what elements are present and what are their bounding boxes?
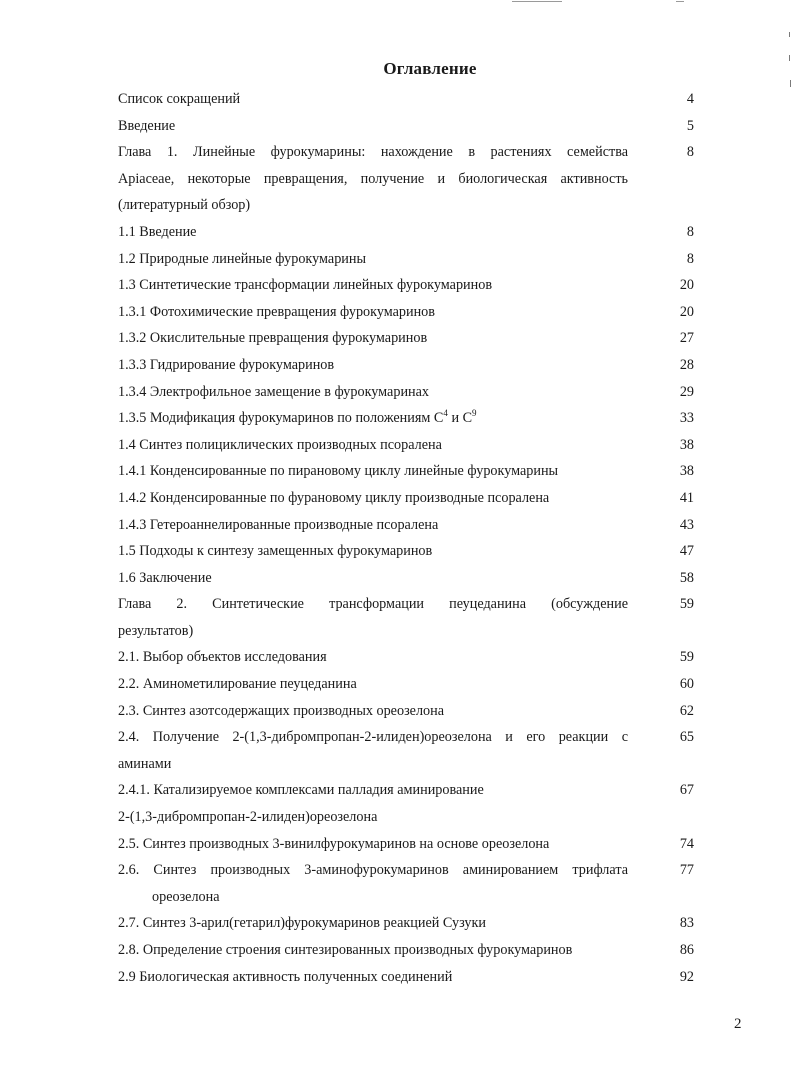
toc-entry-line: 1.4.3 Гетероаннелированные производные псоралена xyxy=(118,516,439,533)
toc-entry-line: 1.1 Введение xyxy=(118,223,197,240)
toc-entry-line: 1.3.4 Электрофильное замещение в фурокумаринах xyxy=(118,383,430,400)
toc-entry xyxy=(118,246,694,273)
page-number: 2 xyxy=(734,1016,742,1032)
toc-entry-line: 1.5 Подходы к синтезу замещенных фурокумаринов xyxy=(118,543,433,560)
toc-entry-title xyxy=(118,644,658,671)
toc-entry-line: 2-(1,3-дибромпропан-2-илиден)ореозелона xyxy=(118,809,378,826)
toc-entry-page: 28 xyxy=(679,356,694,373)
toc-entry-page: 20 xyxy=(679,303,694,320)
toc-entry-title xyxy=(118,565,658,592)
toc-entry-title xyxy=(118,405,658,432)
toc-entry-page: 20 xyxy=(679,277,694,294)
toc-entry-title xyxy=(118,671,658,698)
toc-entry xyxy=(118,671,694,698)
toc-entry-line: Apiaceae, некоторые превращения, получение и биологическая активность xyxy=(118,170,628,187)
toc-entry-page: 5 xyxy=(686,117,694,134)
toc-entry-line: 2.5. Синтез производных 3-винилфурокумаринов на основе ореозелона xyxy=(118,835,550,852)
toc-entry-page: 77 xyxy=(679,862,694,879)
toc-entry-page: 8 xyxy=(686,223,694,240)
toc-entry xyxy=(118,964,694,991)
toc-entry-title xyxy=(118,325,658,352)
toc-entry xyxy=(118,352,694,379)
toc-entry-title xyxy=(118,937,658,964)
toc-entry-title xyxy=(118,698,658,725)
toc-entry-page: 59 xyxy=(679,649,694,666)
toc-entry xyxy=(118,432,694,459)
toc-entry xyxy=(118,512,694,539)
toc-entry-line: 2.3. Синтез азотсодержащих производных ореозелона xyxy=(118,702,445,719)
toc-entry-line: 1.3.3 Гидрирование фурокумаринов xyxy=(118,356,335,373)
toc-entry-line: 2.4. Получение 2-(1,3-дибромпропан-2-илиден)ореозелона и его реакции с xyxy=(118,729,628,746)
toc-entry-line: 1.4.2 Конденсированные по фурановому циклу производные псоралена xyxy=(118,489,550,506)
toc-entry xyxy=(118,565,694,592)
toc-entry-line: 1.4.1 Конденсированные по пирановому циклу линейные фурокумарины xyxy=(118,463,559,480)
toc-entry-line: 1.2 Природные линейные фурокумарины xyxy=(118,250,367,267)
toc-entry-title xyxy=(118,113,658,140)
toc-entry-line: 1.3.2 Окислительные превращения фурокумаринов xyxy=(118,330,428,347)
toc-entry xyxy=(118,644,694,671)
toc-entry-page: 92 xyxy=(679,968,694,985)
toc-entry-title xyxy=(118,246,658,273)
toc-entry xyxy=(118,910,694,937)
superscript-position: 9 xyxy=(472,408,477,419)
toc-entry-page: 86 xyxy=(679,942,694,958)
toc-entry xyxy=(118,937,694,964)
toc-entry-line: 2.4.1. Катализируемое комплексами палладия аминирование xyxy=(118,782,484,799)
toc-entry-line: (литературный обзор) xyxy=(118,197,251,214)
toc-entry-page: 65 xyxy=(679,729,694,746)
toc-entry-page: 58 xyxy=(679,569,694,586)
scan-artifact-edge xyxy=(790,80,791,87)
toc-entry-line: 2.2. Аминометилирование пеуцеданина xyxy=(118,676,357,693)
toc-entry xyxy=(118,272,694,299)
toc-entry-line: Введение xyxy=(118,117,176,134)
toc-entry-page: 43 xyxy=(679,516,694,533)
toc-entry-page: 74 xyxy=(679,835,694,852)
toc-entry-line: аминами xyxy=(118,755,172,772)
toc-entry-page: 8 xyxy=(686,250,694,267)
toc-entry-line: Глава 2. Синтетические трансформации пеуцеданина (обсуждение xyxy=(118,596,628,613)
toc-entry-page: 8 xyxy=(686,144,694,161)
toc-entry xyxy=(118,724,694,777)
scan-artifact-edge xyxy=(789,32,790,37)
toc-entry-title xyxy=(118,964,658,991)
toc-entry-title xyxy=(118,512,658,539)
toc-entry-title xyxy=(118,432,658,459)
toc-entry-line: Список сокращений xyxy=(118,91,241,107)
toc-entry-title xyxy=(118,299,658,326)
toc-entry-line: результатов) xyxy=(118,622,194,639)
toc-entry-title xyxy=(118,857,658,910)
toc-entry xyxy=(118,139,694,219)
toc-entry-title xyxy=(118,538,658,565)
toc-entry-line: 2.7. Синтез 3-арил(гетарил)фурокумаринов реакцией Сузуки xyxy=(118,915,486,932)
scan-artifact-line xyxy=(676,1,684,2)
page-title: Оглавление xyxy=(383,59,477,78)
toc-entry xyxy=(118,458,694,485)
toc-entry-line: 2.6. Синтез производных 3-аминофурокумаринов аминированием трифлата xyxy=(118,862,628,879)
toc-entry-line: 1.6 Заключение xyxy=(118,569,212,586)
table-of-contents xyxy=(118,86,694,990)
toc-entry-page: 41 xyxy=(679,489,694,506)
toc-entry-page: 62 xyxy=(679,702,694,719)
toc-entry-line: 2.9 Биологическая активность полученных соединений xyxy=(118,968,453,985)
toc-entry-line: 1.3.1 Фотохимические превращения фурокумаринов xyxy=(118,303,435,320)
toc-entry-title xyxy=(118,831,658,858)
toc-entry-title xyxy=(118,139,658,219)
toc-entry-page: 29 xyxy=(679,383,694,400)
toc-entry-page: 67 xyxy=(679,782,694,799)
toc-entry xyxy=(118,299,694,326)
toc-entry xyxy=(118,698,694,725)
toc-entry-title xyxy=(118,379,658,406)
toc-entry-title xyxy=(118,910,658,937)
toc-entry-line: 1.4 Синтез полициклических производных псоралена xyxy=(118,436,442,453)
toc-entry xyxy=(118,777,694,830)
toc-entry xyxy=(118,831,694,858)
toc-entry-page: 4 xyxy=(686,91,694,107)
toc-entry xyxy=(118,538,694,565)
toc-entry-text: и C xyxy=(447,410,473,427)
toc-entry-title xyxy=(118,272,658,299)
toc-entry-line: 1.3 Синтетические трансформации линейных фурокумаринов xyxy=(118,277,493,294)
toc-entry-title xyxy=(118,724,658,777)
toc-entry-title xyxy=(118,458,658,485)
toc-entry-line: Глава 1. Линейные фурокумарины: нахождение в растениях семейства xyxy=(118,144,628,161)
toc-entry-line xyxy=(118,405,628,432)
toc-entry-page: 38 xyxy=(679,463,694,480)
toc-entry-line: 2.1. Выбор объектов исследования xyxy=(118,649,327,666)
toc-entry-title xyxy=(118,485,658,512)
toc-entry-title xyxy=(118,591,658,644)
toc-entry xyxy=(118,405,694,432)
toc-entry-text: 1.3.5 Модификация фурокумаринов по положениям C xyxy=(118,410,444,427)
toc-entry-title xyxy=(118,352,658,379)
toc-entry-page: 83 xyxy=(679,915,694,932)
toc-entry xyxy=(118,86,694,113)
toc-entry-line: 2.8. Определение строения синтезированных производных фурокумаринов xyxy=(118,942,573,958)
toc-entry-page: 60 xyxy=(679,676,694,693)
toc-entry-title xyxy=(118,777,658,830)
toc-entry xyxy=(118,591,694,644)
toc-entry-page: 27 xyxy=(679,330,694,347)
toc-entry xyxy=(118,857,694,910)
scan-artifact-line xyxy=(512,1,562,2)
toc-entry xyxy=(118,113,694,140)
toc-entry-line: ореозелона xyxy=(152,888,220,905)
superscript-position: 4 xyxy=(443,408,448,419)
toc-entry-page: 47 xyxy=(679,543,694,560)
toc-entry-page: 59 xyxy=(679,596,694,613)
toc-entry-page: 38 xyxy=(679,436,694,453)
toc-entry-title xyxy=(118,86,658,113)
toc-entry xyxy=(118,485,694,512)
toc-entry-title xyxy=(118,219,658,246)
toc-entry xyxy=(118,219,694,246)
toc-entry xyxy=(118,379,694,406)
toc-entry xyxy=(118,325,694,352)
toc-entry-page: 33 xyxy=(679,410,694,427)
